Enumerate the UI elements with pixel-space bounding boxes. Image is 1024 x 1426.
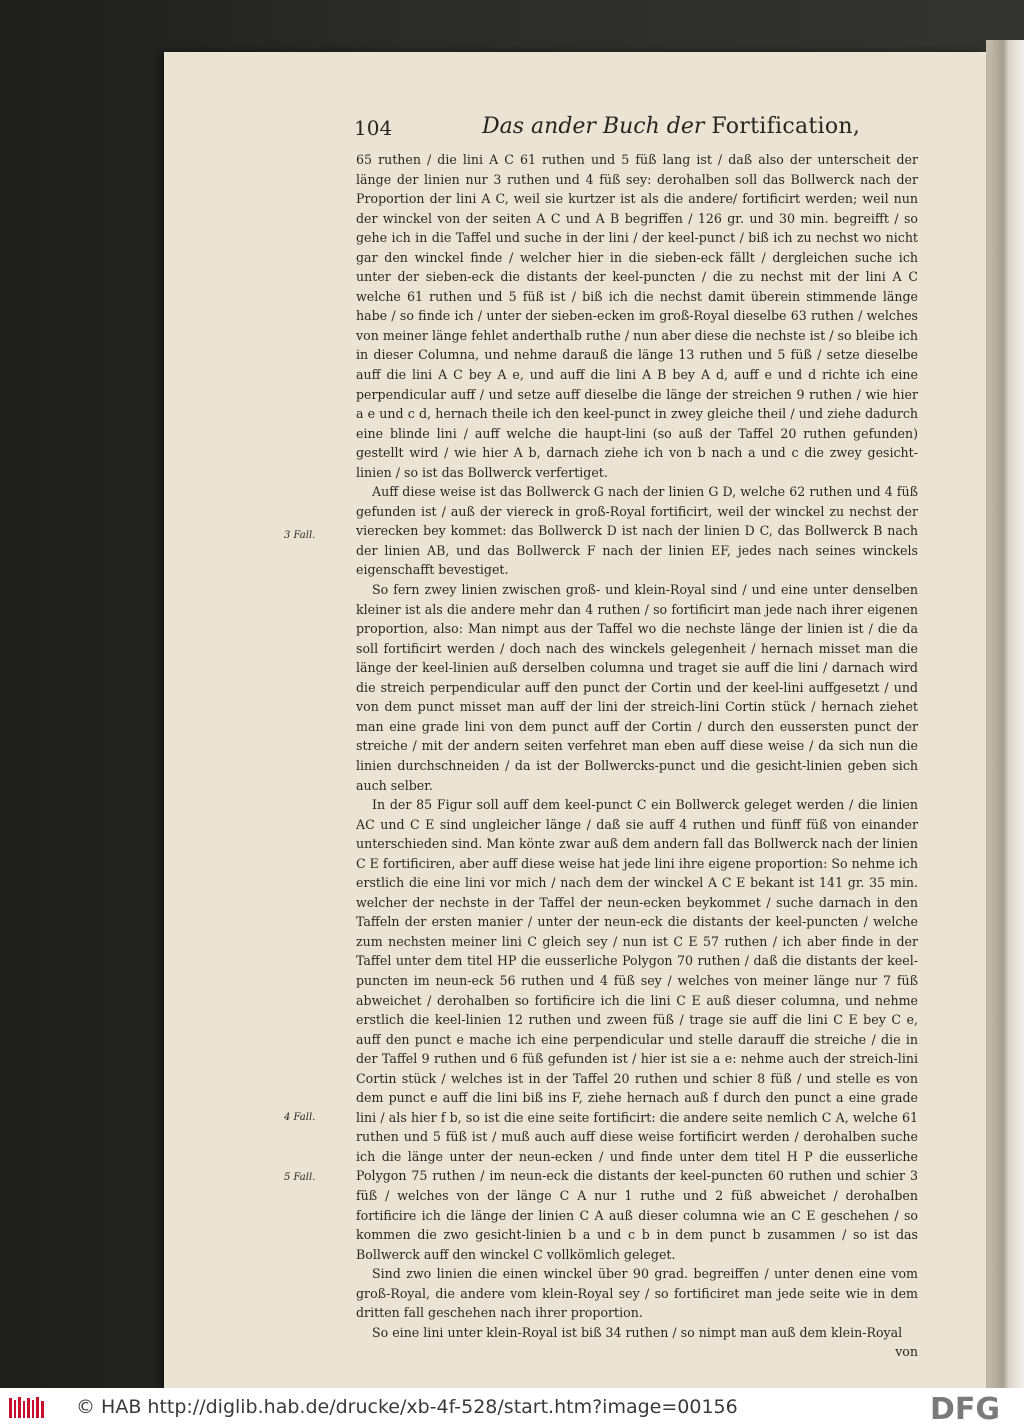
paragraph-1: 65 ruthen / die lini A C 61 ruthen und 5 füß lang ist / daß also der unterscheit der länge der linien nur 3 ruthen und 4 füß sey: derohalben soll das Bollwerck nach der Proportion der lini A C, weil sie kurtzer ist als die andere/ fortificirt werden; weil nun der winckel von der seiten A C und A B begriffen / 126 gr. und 30 min. begreifft / so gehe ich in die Taffel und suche in der lini / der keel-punct / biß ich zu nechst wo nicht gar den winckel finde / welcher hier in die sieben-eck fällt / dergleichen suche ich unter der sieben-eck die distants der keel-puncten / die zu nechst mit der lini A C welche 61 ruthen und 5 füß ist / biß ich die nechst damit überein stimmende länge habe / so finde ich / unter der sieben-ecken im groß-Royal dieselbe 63 ruthen / welches von meiner länge fehlet anderthalb ruthe / nun aber diese die nechste ist / so bleibe ich in dieser Columna, und nehme darauß die länge 13 ruthen und 5 füß / setze dieselbe auff die lini A C bey A e, und auff die lini A B bey A d, auff e und d richte ich eine perpendicular auff / und setze auff dieselbe die länge der streichen 9 ruthen / wie hier a e und c d, hernach theile ich den keel-punct in zwey gleiche theil / und ziehe dadurch eine blinde lini / auff welche die haupt-lini (so auß der Taffel 20 ruthen gefunden) gestellt wird / wie hier A b, darnach ziehe ich von b nach a und c die zwey gesicht-linien / so ist das Bollwerck verfertiget.	[356, 152, 918, 480]
dfg-logo-text: DFG	[930, 1394, 1001, 1422]
hab-logo-icon	[8, 1396, 46, 1420]
running-title-latin: Fortification,	[711, 114, 861, 139]
paragraph-3: So fern zwey linien zwischen groß- und klein-Royal sind / und eine unter denselben kleiner ist als die andere mehr dan 4 ruthen / so fortificirt man jede nach ihrer eigenen proportion, also: Man nimpt aus der Taffel wo die nechste länge der linien ist / die da soll fortificirt werden / doch nach des winckels gelegenheit / hernach misset man die länge der keel-linien auß derselben columna und traget sie auff die lini / darnach wird die streich perpendicular auff den punct der Cortin und der keel-lini auffgesetzt / und von dem punct misset man auff der lini der streich-lini Cortin stück / hernach ziehet man eine grade lini von dem punct auff der Cortin / durch den eussersten punct der streiche / mit der andern seiten verfehret man eben auff diese weise / da sich nun die linien durchschneiden / da ist der Bollwercks-punct und die gesicht-linien geben sich auch selber.	[356, 582, 918, 793]
dfg-logo-icon	[930, 1394, 1016, 1422]
footer-bar	[0, 1388, 1024, 1426]
margin-note-4-fall: 4 Fall.	[284, 1112, 316, 1123]
margin-note-3-fall: 3 Fall.	[284, 530, 316, 541]
page-number: 104	[354, 116, 393, 140]
paragraph-6: So eine lini unter klein-Royal ist biß 34 ruthen / so nimpt man auß dem klein-Royal	[372, 1324, 903, 1340]
paragraph-2: Auff diese weise ist das Bollwerck G nach der linien G D, welche 62 ruthen und 4 füß gefunden ist / auß der viereck in groß-Royal fortificirt, weil der winckel zu nechst der vierecken bey kommet: das Bollwerck D ist nach der linien D C, das Bollwerck B nach der linien AB, und das Bollwerck F nach der linien EF, jedes nach seines winckels eigenschafft bevestiget.	[356, 484, 918, 578]
paragraph-5: Sind zwo linien die einen winckel über 90 grad. begreiffen / unter denen eine vom groß-Royal, die andere vom klein-Royal sey / so fortificiret man jede seite wie in dem dritten fall geschehen nach ihrer proportion.	[356, 1266, 918, 1321]
running-title-blackletter: Das ander Buch der	[482, 114, 705, 139]
margin-note-5-fall: 5 Fall.	[284, 1172, 316, 1183]
page-header	[354, 112, 861, 146]
body-text	[356, 150, 918, 1362]
paragraph-4: In der 85 Figur soll auff dem keel-punct C ein Bollwerck geleget werden / die linien AC und C E sind ungleicher länge / daß sie auff 4 ruthen und fünff füß von einander unterschieden sind. Man könte zwar auß dem andern fall das Bollwerck nach der linien C E fortificiren, aber auff diese weise hat jede lini ihre eigene proportion: So nehme ich erstlich die eine lini vor mich / nach dem der winckel A C E bekant ist 141 gr. 35 min. welcher der nechste in der Taffel der neun-ecken beykommet / suche darnach in den Taffeln der ersten manier / unter der neun-eck die distants der keel-puncten / welche zum nechsten meiner lini C gleich sey / nun ist C E 57 ruthen / ich aber finde in der Taffel unter dem titel HP die eusserliche Polygon 70 ruthen / daß die distants der keel-puncten im neun-eck 56 ruthen und 4 füß sey / welches von meiner länge nur 7 füß abweichet / derohalben so fortificire ich die lini C E auß dieser columna, und nehme erstlich die keel-linien 12 ruthen und zween füß / trage sie auff die lini C E bey C e, auff den punct e mache ich eine perpendicular und stelle darauff die streiche / die in der Taffel 9 ruthen und 6 füß gefunden ist / hier ist sie a e: nehme auch der streich-lini Cortin stück / welches ist in der Taffel 20 ruthen und schier 8 füß / und stelle es von dem punct e auff die lini biß ins F, ziehe hernach auß f durch den punct a eine grade lini / als hier f b, so ist die eine seite fortificirt: die andere seite nemlich C A, welche 61 ruthen und 5 füß ist / muß auch auff diese weise fortificirt werden / derohalben suche ich die länge unter der neun-ecken / und finde unter dem titel H P die eusserliche Polygon 75 ruthen / im neun-eck die distants der keel-puncten 60 ruthen und schier 3 füß / welches von der länge C A nur 1 ruthe und 2 füß abweichet / derohalben fortificire ich die länge der linien C A auß dieser columna wie an C E geschehen / so kommen die zwo gesicht-linien b a und c b in dem punct b zusammen / so ist das Bollwerck auff den winckel C vollkömlich geleget.	[356, 797, 918, 1262]
catchword: von	[895, 1344, 918, 1360]
page-edge	[986, 40, 1024, 1388]
copyright-url[interactable]: © HAB http://diglib.hab.de/drucke/xb-4f-528/start.htm?image=00156	[76, 1396, 738, 1418]
running-title	[482, 114, 860, 139]
